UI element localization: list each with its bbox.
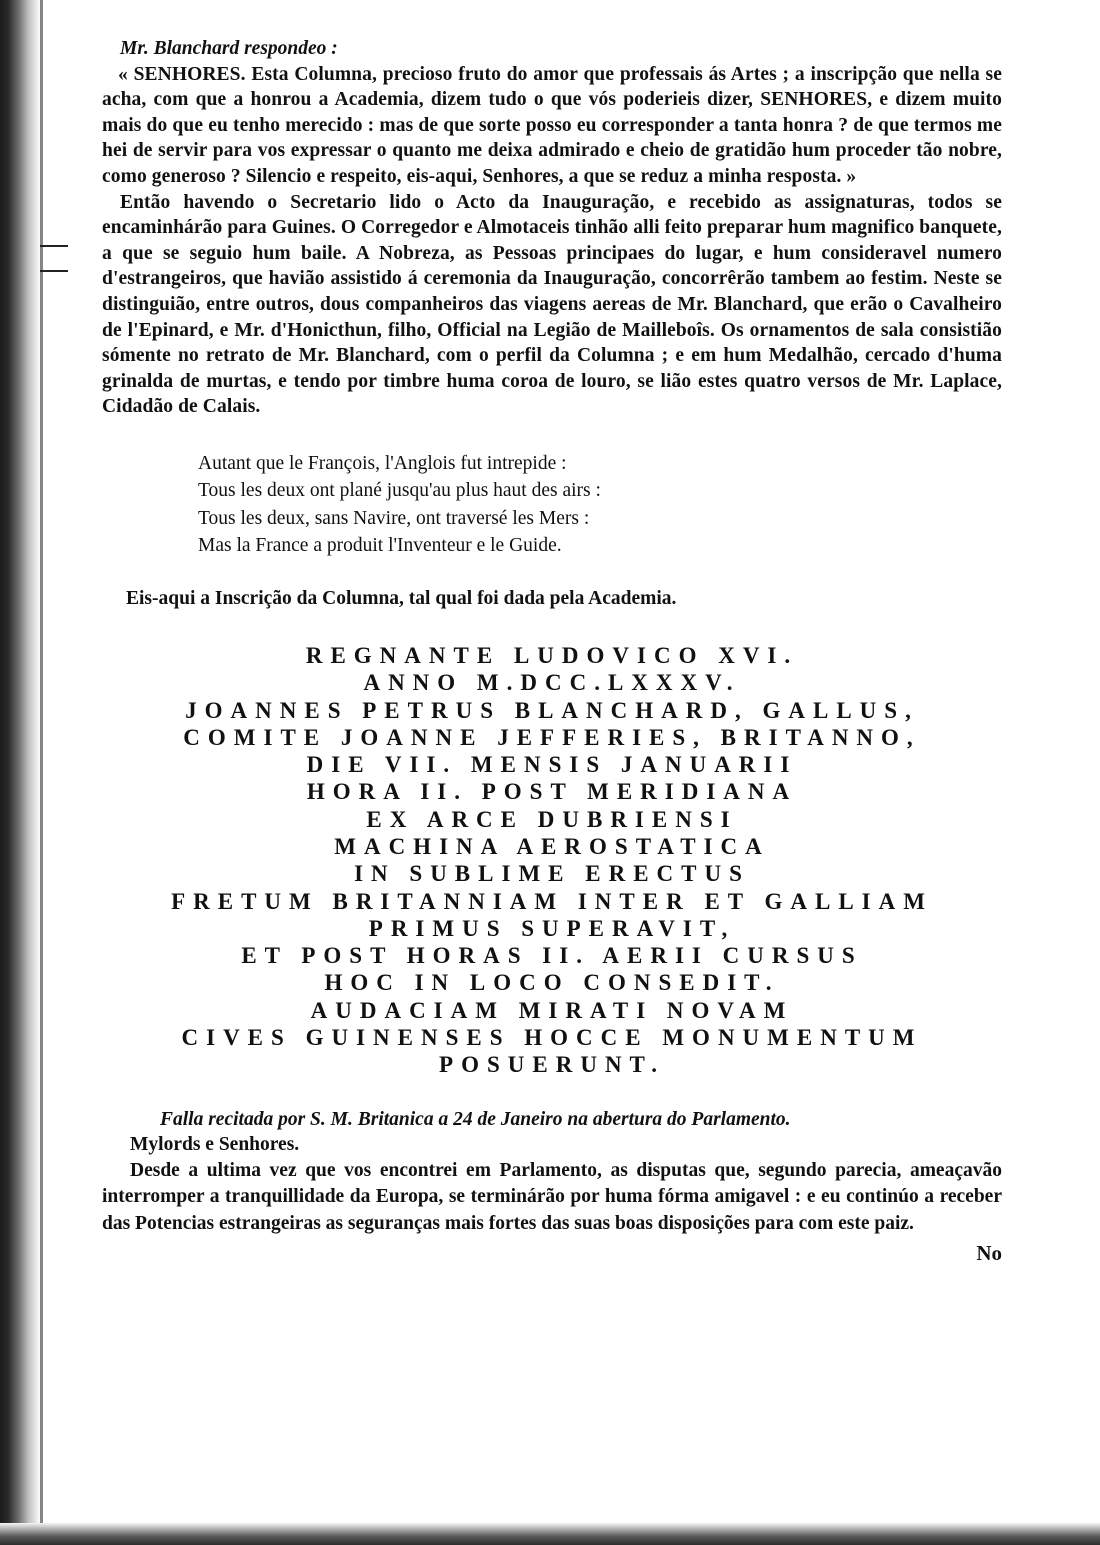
verse-line: Tous les deux, sans Navire, ont traversé les Mers :: [198, 507, 590, 529]
scan-binding-edge: [0, 0, 40, 1545]
inscription-line: DIE VII. MENSIS JANUARII: [306, 752, 798, 778]
margin-mark: [40, 270, 68, 272]
narrative-paragraph: Então havendo o Secretario lido o Acto da Inauguração, e recebido as assignaturas, todos se encaminhárão para Guines. O Corregedor e Almotaceis tinhão alli feito preparar hum magnifico banquete, a que se seguio hum baile. A Nobreza, as Pessoas principaes do lugar, e hum consideravel numero d'estrangeiros, que havião assistido á ceremonia da Inauguração, concorrêrão tambem ao festim. Neste se distinguião, entre outros, dous companheiros das viagens aereas de Mr. Blanchard, que erão o Cavalheiro de l'Epinard, e Mr. d'Honicthun, filho, Official na Legião de Mailleboîs. Os ornamentos de sala consistião sómente no retrato de Mr. Blanchard, com o perfil da Columna ; e em hum Medalhão, cercado d'huma grinalda de murtas, e tendo por timbre huma coroa de louro, se lião estes quatro versos de Mr. Laplace, Cidadão de Calais.: [102, 191, 1002, 418]
inscription-line: EX ARCE DUBRIENSI: [366, 806, 738, 832]
inscription-line: FRETUM BRITANNIAM INTER ET GALLIAM: [171, 888, 933, 914]
speech-paragraph: Desde a ultima vez que vos encontrei em Parlamento, as disputas que, segundo parecia, ameaçavão interromper a tranquillidade da Europa, se terminárão por huma fórma amigavel : e eu continúo a receber das Potencias estrangeiras as seguranças mais fortes das suas boas disposições para com este paiz.: [102, 1159, 1002, 1234]
speech-title: Falla recitada por S. M. Britanica a 24 de Janeiro na abertura do Parlamento.: [160, 1108, 791, 1130]
inscription-line: COMITE JOANNE JEFFERIES, BRITANNO,: [183, 724, 921, 750]
catchword: No: [976, 1241, 1002, 1266]
document-page: [102, 36, 1002, 1267]
inscription-line: CIVES GUINENSES HOCCE MONUMENTUM: [181, 1025, 923, 1051]
inscription-line: PRIMUS SUPERAVIT,: [368, 915, 736, 941]
inscription-line: ANNO M.DCC.LXXXV.: [363, 670, 741, 696]
inscription-line: JOANNES PETRUS BLANCHARD, GALLUS,: [185, 697, 919, 723]
response-paragraph: « SENHORES. Esta Columna, precioso fruto do amor que professais ás Artes ; a inscripção que nella se acha, com que a honrou a Academia, dizem tudo o que vós poderieis dizer, SENHORES, e dizem muito mais do que eu tenho merecido : mas de que sorte posso eu corresponder a tanta honra ? de que termos me hei de servir para vos expressar o quanto me deixa admirado e cheio de gratidão hum proceder tão nobre, como generoso ? Silencio e respeito, eis-aqui, Senhores, a que se reduz a minha resposta. »: [102, 63, 1002, 187]
inscription-line: AUDACIAM MIRATI NOVAM: [310, 997, 794, 1023]
verse-line: Autant que le François, l'Anglois fut intrepide :: [198, 452, 567, 474]
inscription-intro: Eis-aqui a Inscrição da Columna, tal qual foi dada pela Academia.: [126, 587, 677, 609]
scan-bottom-edge: [0, 1523, 1100, 1545]
inscription-line: POSUERUNT.: [439, 1052, 665, 1078]
speech-salutation: Mylords e Senhores.: [130, 1133, 300, 1155]
margin-mark: [40, 245, 68, 247]
inscription-line: REGNANTE LUDOVICO XVI.: [305, 642, 799, 668]
inscription-line: ET POST HORAS II. AERII CURSUS: [241, 943, 863, 969]
scan-binding-line: [40, 0, 43, 1545]
inscription-line: IN SUBLIME ERECTUS: [354, 861, 750, 887]
verse-line: Mas la France a produit l'Inventeur e le Guide.: [198, 535, 562, 557]
inscription-line: HORA II. POST MERIDIANA: [306, 779, 798, 805]
inscription-line: HOC IN LOCO CONSEDIT.: [324, 970, 780, 996]
verse-block: [198, 450, 1002, 560]
column-inscription: [102, 642, 1002, 1079]
response-heading: Mr. Blanchard respondeo :: [120, 38, 338, 59]
inscription-line: MACHINA AEROSTATICA: [334, 833, 770, 859]
verse-line: Tous les deux ont plané jusqu'au plus haut des airs :: [198, 480, 601, 502]
